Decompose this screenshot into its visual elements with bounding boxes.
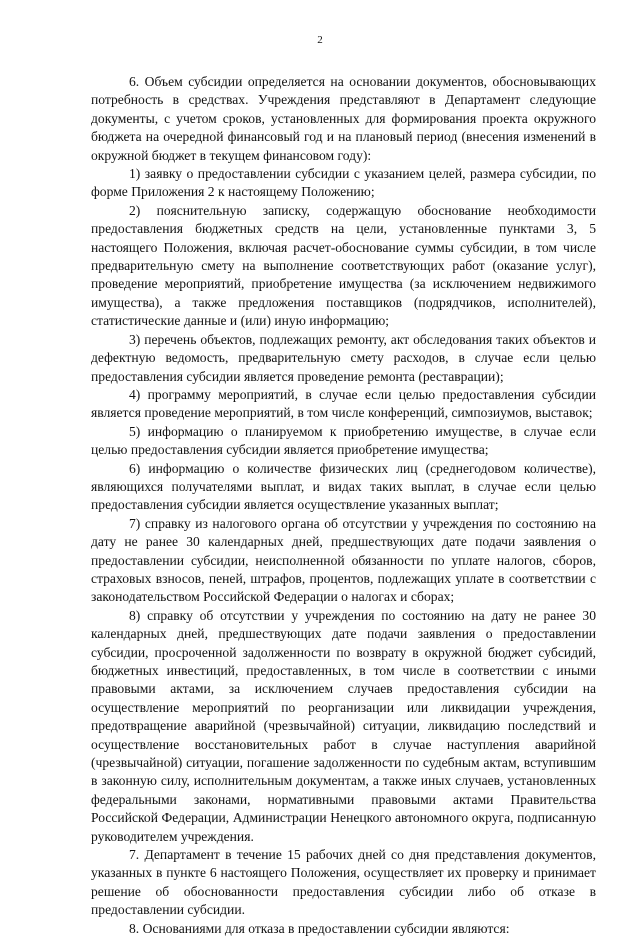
page-number: 2 bbox=[317, 34, 323, 46]
list-item-3: 3) перечень объектов, подлежащих ремонту, акт обследования таких объектов и дефектную ведомость, предварительную смету расходов, в случае если целью предоставления субсидии является проведение ремонта (реставрации); bbox=[91, 331, 596, 384]
document-body bbox=[91, 73, 596, 938]
list-item-7: 7) справку из налогового органа об отсутствии у учреждения по состоянию на дату не ранее 30 календарных дней, предшествующих дате подачи заявления о предоставлении субсидии, неисполненной обязанности по уплате налогов, сборов, страховых взносов, пеней, штрафов, процентов, подлежащих уплате в соответствии с законодательством Российской Федерации о налогах и сборах; bbox=[91, 515, 596, 605]
list-item-6: 6) информацию о количестве физических лиц (среднегодовом количестве), являющихся получателями выплат, и видах таких выплат, в случае если целью предоставления субсидии является осуществление указанных выплат; bbox=[91, 460, 596, 513]
paragraph-6: 6. Объем субсидии определяется на основании документов, обосновывающих потребность в средствах. Учреждения представляют в Департамент следующие документы, с учетом сроков, установленных для формирования проекта окружного бюджета на очередной финансовый год и на плановый период (внесения изменений в окружной бюджет в текущем финансовом году): bbox=[91, 74, 596, 163]
list-item-8: 8) справку об отсутствии у учреждения по состоянию на дату не ранее 30 календарных дней, предшествующих дате подачи заявления о предоставлении субсидии, просроченной задолженности по возврату в окружной бюджет субсидий, бюджетных инвестиций, предоставленных, в том числе в соответствии с иными правовыми актами, за исключением случаев предоставления субсидии на осуществление мероприятий по реорганизации или ликвидации учреждения, предотвращение аварийной (чрезвычайной) ситуации, ликвидацию последствий и осуществление восстановительных работ в случае наступления аварийной (чрезвычайной) ситуации, погашение задолженности по судебным актам, вступившим в законную силу, исполнительным документам, а также иных случаев, установленных федеральными законами, нормативными правовыми актами Правительства Российской Федерации, Администрации Ненецкого автономного округа, подписанную руководителем учреждения. bbox=[91, 607, 596, 844]
paragraph-7: 7. Департамент в течение 15 рабочих дней со дня представления документов, указанных в пункте 6 настоящего Положения, осуществляет их проверку и принимает решение об обоснованности предоставления субсидии либо об отказе в предоставлении субсидии. bbox=[91, 847, 596, 918]
list-item-2: 2) пояснительную записку, содержащую обоснование необходимости предоставления бюджетных средств на цели, установленные пунктами 3, 5 настоящего Положения, включая расчет-обоснование суммы субсидии, в том числе предварительную смету на выполнение соответствующих работ (оказание услуг), проведение мероприятий, приобретение имущества (за исключением недвижимого имущества), а также предложения поставщиков (подрядчиков, исполнителей), статистические данные и (или) иную информацию; bbox=[91, 202, 596, 329]
list-item-5: 5) информацию о планируемом к приобретению имуществе, в случае если целью предоставления субсидии является приобретение имущества; bbox=[91, 423, 596, 458]
paragraph-8: 8. Основаниями для отказа в предоставлении субсидии являются: bbox=[129, 920, 510, 936]
list-item-4: 4) программу мероприятий, в случае если целью предоставления субсидии является проведение мероприятий, в том числе конференций, симпозиумов, выставок; bbox=[91, 386, 596, 421]
list-item-1: 1) заявку о предоставлении субсидии с указанием целей, размера субсидии, по форме Приложения 2 к настоящему Положению; bbox=[91, 166, 596, 200]
